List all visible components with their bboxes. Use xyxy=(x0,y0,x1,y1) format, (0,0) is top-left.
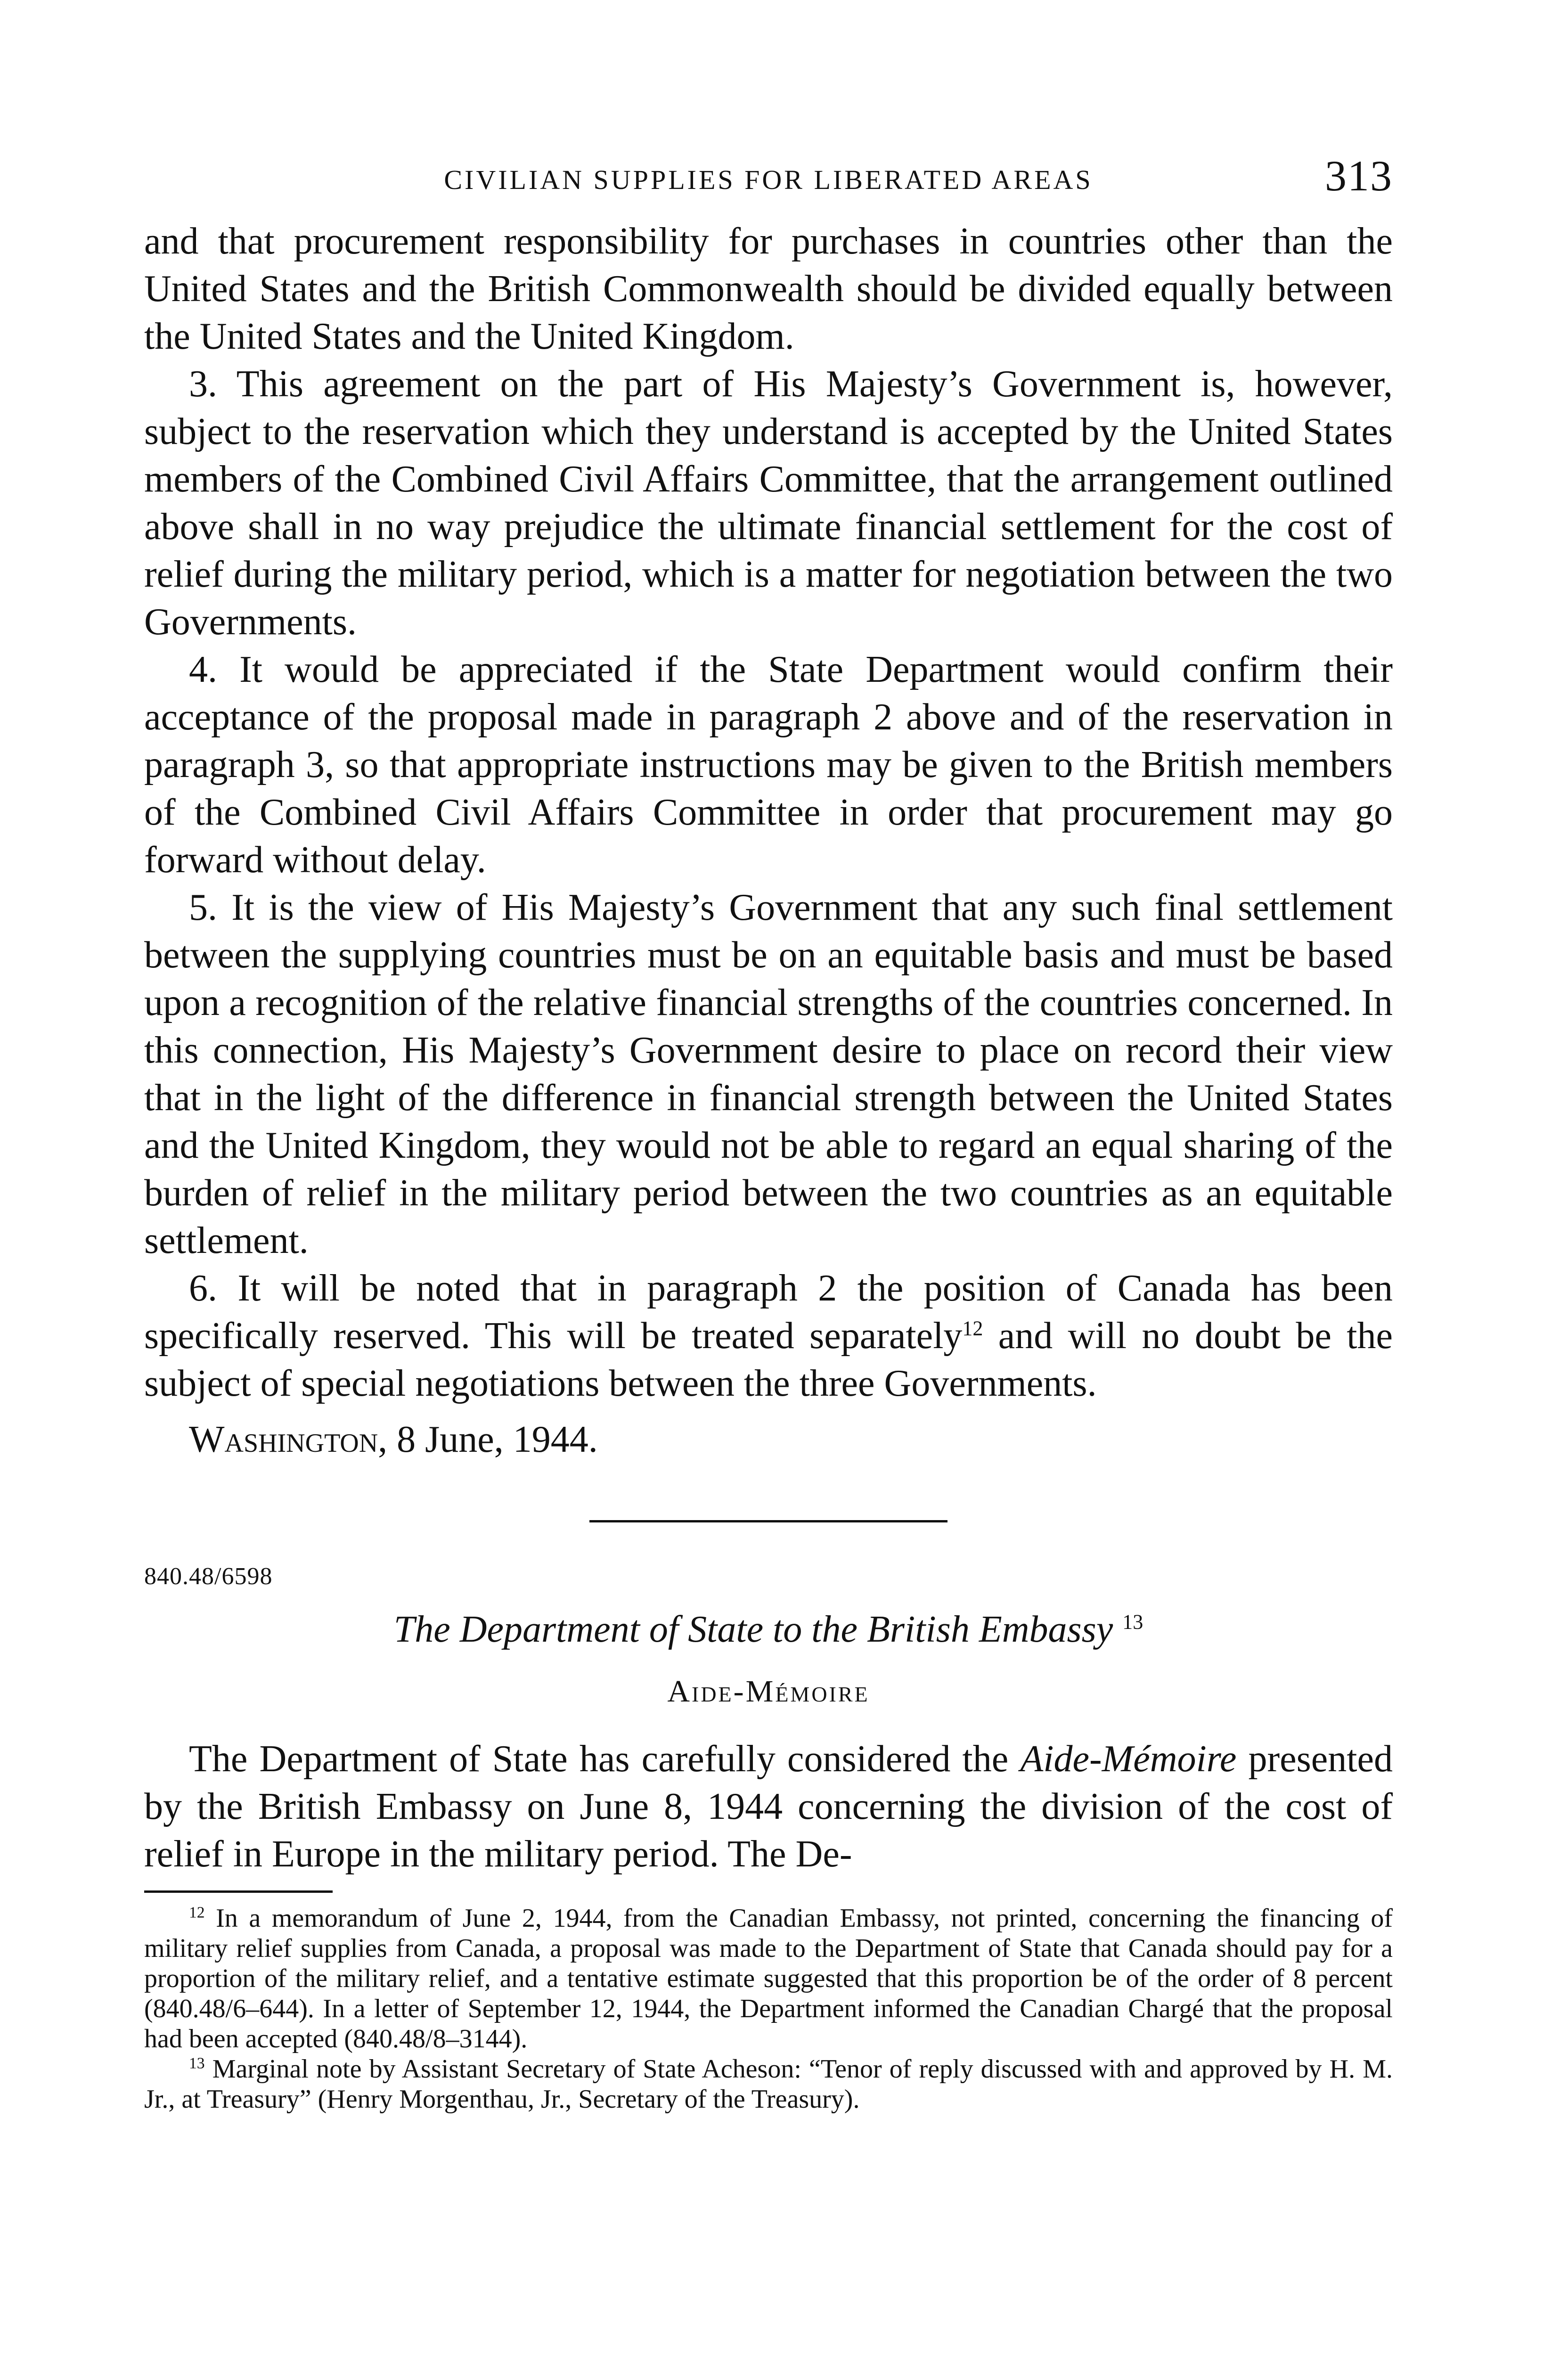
footnotes xyxy=(144,1903,1393,2114)
document-type: Aide-Mémoire xyxy=(667,1674,870,1709)
footnote-13-text: Marginal note by Assistant Secretary of State Acheson: “Tenor of reply discussed with and approved by H. M. Jr., at Treasury” (Henry Morgenthau, Jr., Secretary of the Treasury). xyxy=(144,2054,1393,2114)
file-number: 840.48/6598 xyxy=(144,1563,273,1590)
footnote-12 xyxy=(144,1903,1393,2054)
running-title: CIVILIAN SUPPLIES FOR LIBERATED AREAS xyxy=(444,164,1093,195)
document-page xyxy=(144,151,1393,2114)
paragraph-6 xyxy=(144,1265,1393,1407)
footnote-ref-12: 12 xyxy=(962,1317,983,1340)
paragraph-6-text-after: and will no doubt be the subject of special negotiations between the three Governments. xyxy=(144,1315,1393,1404)
aide-memoire-paragraph xyxy=(144,1735,1393,1878)
paragraph-continuation: and that procurement responsibility for purchases in countries other than the United States and the British Commonwealth should be divided equally between the United States and the United Kingdom. xyxy=(144,221,1393,357)
footnote-13 xyxy=(144,2054,1393,2114)
memorandum-body xyxy=(144,218,1393,1407)
footnote-12-text: In a memorandum of June 2, 1944, from the Canadian Embassy, not printed, concerning the financing of military relief supplies from Canada, a proposal was made to the Department of State that Canada should pay for a proportion of the military relief, and a tentative estimate suggested that this proportion be of the order of 8 percent (840.48/6–644). In a letter of September 12, 1944, the Department informed the Canadian Chargé that the proposal had been accepted (840.48/8–3144). xyxy=(144,1904,1393,2053)
footnote-12-number: 12 xyxy=(189,1904,205,1922)
aide-memoire-text-before: The Department of State has carefully considered the xyxy=(189,1738,1021,1780)
paragraph-4: 4. It would be appreciated if the State Department would confirm their acceptance of the proposal made in paragraph 2 above and of the reservation in paragraph 3, so that appropriate instructions may be given to the British members of the Combined Civil Affairs Committee in order that procurement may go forward without delay. xyxy=(144,649,1393,881)
signoff-date: , 8 June, 1944. xyxy=(378,1419,598,1460)
aide-memoire-body xyxy=(144,1735,1393,1878)
footnote-13-number: 13 xyxy=(189,2054,205,2072)
section-divider xyxy=(589,1520,947,1522)
footnote-ref-13: 13 xyxy=(1122,1610,1143,1634)
signoff-line xyxy=(144,1416,1393,1464)
footnote-divider xyxy=(144,1890,333,1893)
paragraph-3: 3. This agreement on the part of His Majesty’s Government is, however, subject to the reservation which they understand is accepted by the United States members of the Combined Civil Affairs Committee, that the arrangement outlined above shall in no way prejudice the ultimate financial settlement for the cost of relief during the military period, which is a matter for negotiation between the two Governments. xyxy=(144,363,1393,643)
aide-memoire-italic: Aide-Mémoire xyxy=(1020,1738,1237,1780)
paragraph-5: 5. It is the view of His Majesty’s Government that any such final settlement between the supplying countries must be on an equitable basis and must be based upon a recognition of the relative financial strengths of the countries concerned. In this connection, His Majesty’s Government desire to place on record their view that in the light of the difference in financial strength between the United States and the United Kingdom, they would not be able to regard an equal sharing of the burden of relief in the military period between the two countries as an equitable settlement. xyxy=(144,887,1393,1261)
running-header xyxy=(144,151,1393,203)
signoff-place: Washington xyxy=(189,1419,378,1460)
document-heading-text: The Department of State to the British Embassy xyxy=(393,1609,1113,1650)
aide-memoire-text-after: presented by the British Embassy on June 8, 1944 concerning the division of the cost of relief in Europe in the military period. The De- xyxy=(144,1738,1393,1875)
document-heading xyxy=(144,1608,1393,1651)
page-number: 313 xyxy=(1325,152,1393,200)
paragraph-6-text-before: 6. It will be noted that in paragraph 2 the position of Canada has been specifically reserved. This will be treated separately xyxy=(144,1268,1393,1357)
